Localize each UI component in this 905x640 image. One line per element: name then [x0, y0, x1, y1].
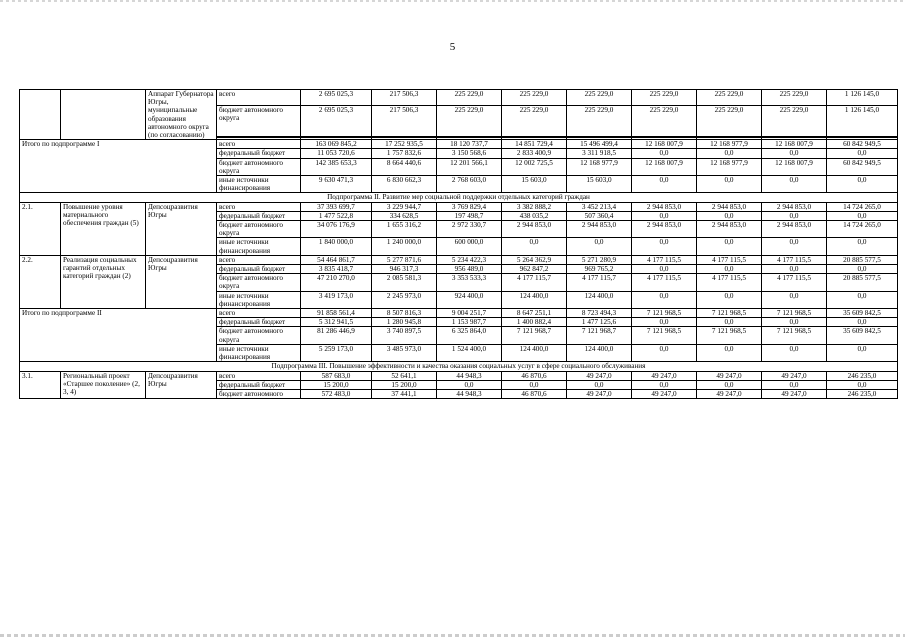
- amount-cell: 7 121 968,5: [632, 309, 697, 318]
- amount-cell: 5 259 173,0: [301, 344, 372, 361]
- amount-cell: 0,0: [632, 176, 697, 193]
- amount-cell: 217 506,3: [372, 90, 437, 106]
- amount-cell: 2 245 973,0: [372, 291, 437, 308]
- amount-cell: 124 400,0: [567, 344, 632, 361]
- amount-cell: 2 944 853,0: [762, 202, 827, 211]
- amount-cell: 3 452 213,4: [567, 202, 632, 211]
- amount-cell: 7 121 968,5: [697, 327, 762, 344]
- table-row: [20, 255, 898, 264]
- amount-cell: 37 393 699,7: [301, 202, 372, 211]
- amount-cell: 0,0: [632, 380, 697, 389]
- table-cell: всего: [217, 140, 301, 149]
- amount-cell: 1 400 882,4: [502, 318, 567, 327]
- amount-cell: 2 944 853,0: [762, 221, 827, 238]
- amount-cell: 9 004 251,7: [437, 309, 502, 318]
- table-cell: Повышение уровня материального обеспечения граждан (5): [61, 202, 146, 255]
- amount-cell: 49 247,0: [632, 389, 697, 398]
- amount-cell: 0,0: [502, 380, 567, 389]
- amount-cell: 0,0: [827, 318, 898, 327]
- table-cell: федеральный бюджет: [217, 318, 301, 327]
- amount-cell: 0,0: [697, 211, 762, 220]
- table-cell: бюджет автономного округа: [217, 158, 301, 175]
- amount-cell: 49 247,0: [762, 389, 827, 398]
- amount-cell: 924 400,0: [437, 291, 502, 308]
- amount-cell: 962 847,2: [502, 265, 567, 274]
- amount-cell: 5 271 280,9: [567, 255, 632, 264]
- table-cell: Реализация социальных гарантий отдельных категорий граждан (2): [61, 255, 146, 308]
- amount-cell: 49 247,0: [567, 371, 632, 380]
- amount-cell: 4 177 115,5: [762, 274, 827, 291]
- amount-cell: 4 177 115,5: [697, 274, 762, 291]
- page-number: 5: [449, 41, 456, 53]
- amount-cell: 2 085 581,3: [372, 274, 437, 291]
- amount-cell: 225 229,0: [632, 90, 697, 106]
- table-cell: федеральный бюджет: [217, 149, 301, 158]
- scan-edge-bottom: [0, 634, 905, 637]
- amount-cell: 0,0: [697, 318, 762, 327]
- amount-cell: 225 229,0: [437, 106, 502, 137]
- amount-cell: 49 247,0: [697, 389, 762, 398]
- amount-cell: 3 150 568,6: [437, 149, 502, 158]
- table-cell: бюджет автономного округа: [217, 221, 301, 238]
- table-row: [20, 140, 898, 149]
- amount-cell: 1 524 400,0: [437, 344, 502, 361]
- amount-cell: 35 609 842,5: [827, 327, 898, 344]
- table-cell: 2.2.: [20, 255, 61, 308]
- amount-cell: 1 280 945,8: [372, 318, 437, 327]
- amount-cell: 587 683,0: [301, 371, 372, 380]
- table-row: [20, 371, 898, 380]
- table-cell: федеральный бюджет: [217, 380, 301, 389]
- amount-cell: 8 647 251,1: [502, 309, 567, 318]
- table-cell: иные источники финансирования: [217, 344, 301, 361]
- table-cell: Депсоцразвития Югры: [146, 202, 217, 255]
- table-row: [20, 309, 898, 318]
- amount-cell: 0,0: [762, 238, 827, 255]
- amount-cell: 35 609 842,5: [827, 309, 898, 318]
- amount-cell: 217 506,3: [372, 106, 437, 137]
- amount-cell: 3 485 973,0: [372, 344, 437, 361]
- amount-cell: 4 177 115,7: [567, 274, 632, 291]
- amount-cell: 0,0: [697, 265, 762, 274]
- amount-cell: 0,0: [762, 318, 827, 327]
- amount-cell: 60 842 949,5: [827, 158, 898, 175]
- amount-cell: 47 210 270,0: [301, 274, 372, 291]
- amount-cell: 4 177 115,5: [632, 255, 697, 264]
- table-cell: Аппарат Губернатора Югры, муниципальные образования автономного округа (по согласованию): [146, 90, 217, 140]
- amount-cell: 12 168 977,9: [697, 158, 762, 175]
- amount-cell: 7 121 968,5: [632, 327, 697, 344]
- amount-cell: 8 507 816,3: [372, 309, 437, 318]
- amount-cell: 0,0: [827, 380, 898, 389]
- amount-cell: 5 264 362,9: [502, 255, 567, 264]
- table-cell: всего: [217, 90, 301, 106]
- table-cell: 2.1.: [20, 202, 61, 255]
- amount-cell: 12 168 007,9: [632, 140, 697, 149]
- amount-cell: 0,0: [632, 149, 697, 158]
- table-cell: федеральный бюджет: [217, 211, 301, 220]
- table-cell: бюджет автономного округа: [217, 106, 301, 137]
- amount-cell: 246 235,0: [827, 371, 898, 380]
- amount-cell: 49 247,0: [697, 371, 762, 380]
- table-cell: Региональный проект «Старшее поколение» (2, 3, 4): [61, 371, 146, 399]
- amount-cell: 44 948,3: [437, 389, 502, 398]
- amount-cell: 1 477 522,8: [301, 211, 372, 220]
- amount-cell: 0,0: [827, 149, 898, 158]
- amount-cell: 0,0: [632, 318, 697, 327]
- amount-cell: 1 757 832,6: [372, 149, 437, 158]
- amount-cell: 946 317,3: [372, 265, 437, 274]
- amount-cell: 4 177 115,7: [502, 274, 567, 291]
- amount-cell: 0,0: [697, 291, 762, 308]
- amount-cell: 11 053 720,6: [301, 149, 372, 158]
- amount-cell: 52 641,1: [372, 371, 437, 380]
- amount-cell: 0,0: [762, 291, 827, 308]
- amount-cell: 12 168 007,9: [762, 158, 827, 175]
- amount-cell: 0,0: [827, 176, 898, 193]
- amount-cell: 2 944 853,0: [502, 221, 567, 238]
- table-row: [20, 90, 898, 106]
- amount-cell: 438 035,2: [502, 211, 567, 220]
- amount-cell: 5 234 422,3: [437, 255, 502, 264]
- amount-cell: 3 835 418,7: [301, 265, 372, 274]
- scan-edge-top: [0, 0, 905, 2]
- table-cell: Депсоцразвития Югры: [146, 371, 217, 399]
- table-cell: иные источники финансирования: [217, 176, 301, 193]
- amount-cell: 4 177 115,5: [697, 255, 762, 264]
- amount-cell: 7 121 968,7: [502, 327, 567, 344]
- amount-cell: 2 695 025,3: [301, 90, 372, 106]
- amount-cell: 15 603,0: [567, 176, 632, 193]
- amount-cell: 0,0: [762, 149, 827, 158]
- amount-cell: 0,0: [697, 380, 762, 389]
- amount-cell: 12 168 977,9: [697, 140, 762, 149]
- amount-cell: 20 885 577,5: [827, 274, 898, 291]
- amount-cell: 1 477 125,6: [567, 318, 632, 327]
- table-cell: Итого по подпрограмме II: [20, 309, 217, 362]
- amount-cell: 15 200,0: [301, 380, 372, 389]
- amount-cell: 3 740 897,5: [372, 327, 437, 344]
- amount-cell: 3 311 918,5: [567, 149, 632, 158]
- amount-cell: 46 870,6: [502, 389, 567, 398]
- amount-cell: 20 885 577,5: [827, 255, 898, 264]
- amount-cell: 91 858 561,4: [301, 309, 372, 318]
- amount-cell: 0,0: [762, 176, 827, 193]
- amount-cell: 2 768 603,0: [437, 176, 502, 193]
- amount-cell: 2 944 853,0: [632, 202, 697, 211]
- amount-cell: 49 247,0: [632, 371, 697, 380]
- amount-cell: 6 325 864,0: [437, 327, 502, 344]
- amount-cell: 3 419 173,0: [301, 291, 372, 308]
- amount-cell: 0,0: [827, 291, 898, 308]
- amount-cell: 2 695 025,3: [301, 106, 372, 137]
- amount-cell: 1 126 145,0: [827, 106, 898, 137]
- amount-cell: 225 229,0: [502, 90, 567, 106]
- amount-cell: 225 229,0: [762, 90, 827, 106]
- amount-cell: 225 229,0: [632, 106, 697, 137]
- amount-cell: 3 382 888,2: [502, 202, 567, 211]
- amount-cell: 34 076 176,9: [301, 221, 372, 238]
- table-cell: федеральный бюджет: [217, 265, 301, 274]
- amount-cell: 0,0: [697, 344, 762, 361]
- table-row: [20, 362, 898, 371]
- table-row: [20, 193, 898, 202]
- amount-cell: 0,0: [632, 238, 697, 255]
- amount-cell: 1 840 000,0: [301, 238, 372, 255]
- amount-cell: 4 177 115,5: [632, 274, 697, 291]
- amount-cell: 1 240 000,0: [372, 238, 437, 255]
- amount-cell: 334 628,5: [372, 211, 437, 220]
- amount-cell: 0,0: [567, 238, 632, 255]
- table-cell: бюджет автономного: [217, 389, 301, 398]
- amount-cell: 2 944 853,0: [632, 221, 697, 238]
- section-header-cell: Подпрограмма III. Повышение эффективности и качества оказания социальных услуг в сфере социального обслуживания: [20, 362, 898, 371]
- amount-cell: 60 842 949,5: [827, 140, 898, 149]
- amount-cell: 3 769 829,4: [437, 202, 502, 211]
- amount-cell: 0,0: [437, 380, 502, 389]
- amount-cell: 14 851 729,4: [502, 140, 567, 149]
- amount-cell: 0,0: [762, 380, 827, 389]
- amount-cell: 225 229,0: [697, 90, 762, 106]
- amount-cell: 600 000,0: [437, 238, 502, 255]
- amount-cell: 3 229 944,7: [372, 202, 437, 211]
- amount-cell: 2 972 330,7: [437, 221, 502, 238]
- amount-cell: 0,0: [762, 344, 827, 361]
- amount-cell: 17 252 935,5: [372, 140, 437, 149]
- amount-cell: 0,0: [697, 149, 762, 158]
- amount-cell: 0,0: [632, 265, 697, 274]
- amount-cell: 3 353 533,3: [437, 274, 502, 291]
- amount-cell: 0,0: [567, 380, 632, 389]
- table-cell: иные источники финансирования: [217, 291, 301, 308]
- amount-cell: 7 121 968,5: [697, 309, 762, 318]
- amount-cell: 0,0: [762, 265, 827, 274]
- amount-cell: 44 948,3: [437, 371, 502, 380]
- table-cell: всего: [217, 371, 301, 380]
- amount-cell: 969 765,2: [567, 265, 632, 274]
- table-row: [20, 202, 898, 211]
- amount-cell: 225 229,0: [567, 90, 632, 106]
- amount-cell: 2 833 400,9: [502, 149, 567, 158]
- amount-cell: 1 655 316,2: [372, 221, 437, 238]
- amount-cell: 9 630 471,3: [301, 176, 372, 193]
- amount-cell: 2 944 853,0: [697, 221, 762, 238]
- amount-cell: 225 229,0: [697, 106, 762, 137]
- amount-cell: 0,0: [697, 176, 762, 193]
- amount-cell: 956 489,0: [437, 265, 502, 274]
- section-header-cell: Подпрограмма II. Развитие мер социальной поддержки отдельных категорий граждан: [20, 193, 898, 202]
- amount-cell: 246 235,0: [827, 389, 898, 398]
- amount-cell: 0,0: [827, 238, 898, 255]
- amount-cell: 54 464 861,7: [301, 255, 372, 264]
- amount-cell: 15 200,0: [372, 380, 437, 389]
- amount-cell: 0,0: [502, 238, 567, 255]
- amount-cell: 15 496 499,4: [567, 140, 632, 149]
- amount-cell: 4 177 115,5: [762, 255, 827, 264]
- budget-table: [19, 89, 898, 399]
- amount-cell: 6 830 662,3: [372, 176, 437, 193]
- amount-cell: 7 121 968,5: [762, 309, 827, 318]
- table-cell: Итого по подпрограмме I: [20, 140, 217, 193]
- amount-cell: 142 385 653,3: [301, 158, 372, 175]
- amount-cell: 5 277 871,6: [372, 255, 437, 264]
- amount-cell: 0,0: [827, 344, 898, 361]
- amount-cell: 37 441,1: [372, 389, 437, 398]
- table-cell: всего: [217, 309, 301, 318]
- amount-cell: 18 120 737,7: [437, 140, 502, 149]
- amount-cell: 49 247,0: [567, 389, 632, 398]
- amount-cell: 507 360,4: [567, 211, 632, 220]
- amount-cell: 124 400,0: [567, 291, 632, 308]
- amount-cell: 12 168 007,9: [632, 158, 697, 175]
- amount-cell: 2 944 853,0: [567, 221, 632, 238]
- amount-cell: 8 723 494,3: [567, 309, 632, 318]
- amount-cell: 14 724 265,0: [827, 221, 898, 238]
- amount-cell: 8 664 440,6: [372, 158, 437, 175]
- table-cell: бюджет автономного округа: [217, 327, 301, 344]
- amount-cell: 46 870,6: [502, 371, 567, 380]
- amount-cell: 197 498,7: [437, 211, 502, 220]
- table-cell: бюджет автономного округа: [217, 274, 301, 291]
- amount-cell: 0,0: [632, 211, 697, 220]
- amount-cell: 225 229,0: [502, 106, 567, 137]
- amount-cell: 7 121 968,5: [762, 327, 827, 344]
- amount-cell: 1 153 987,7: [437, 318, 502, 327]
- amount-cell: 14 724 265,0: [827, 202, 898, 211]
- amount-cell: 225 229,0: [567, 106, 632, 137]
- amount-cell: 124 400,0: [502, 344, 567, 361]
- amount-cell: 0,0: [827, 265, 898, 274]
- table-cell: Депсоцразвития Югры: [146, 255, 217, 308]
- amount-cell: 81 286 446,9: [301, 327, 372, 344]
- amount-cell: 1 126 145,0: [827, 90, 898, 106]
- amount-cell: 163 069 845,2: [301, 140, 372, 149]
- amount-cell: 572 483,0: [301, 389, 372, 398]
- amount-cell: 0,0: [632, 291, 697, 308]
- amount-cell: 12 002 725,5: [502, 158, 567, 175]
- amount-cell: 12 201 566,1: [437, 158, 502, 175]
- table-cell: [61, 90, 146, 140]
- amount-cell: 0,0: [632, 344, 697, 361]
- table-cell: иные источники финансирования: [217, 238, 301, 255]
- amount-cell: 5 312 941,5: [301, 318, 372, 327]
- amount-cell: 0,0: [762, 211, 827, 220]
- amount-cell: 225 229,0: [437, 90, 502, 106]
- amount-cell: 225 229,0: [762, 106, 827, 137]
- amount-cell: 124 400,0: [502, 291, 567, 308]
- amount-cell: 15 603,0: [502, 176, 567, 193]
- table-cell: [20, 90, 61, 140]
- amount-cell: 12 168 007,9: [762, 140, 827, 149]
- amount-cell: 7 121 968,7: [567, 327, 632, 344]
- amount-cell: 49 247,0: [762, 371, 827, 380]
- amount-cell: 2 944 853,0: [697, 202, 762, 211]
- table-cell: 3.1.: [20, 371, 61, 399]
- amount-cell: 12 168 977,9: [567, 158, 632, 175]
- table-cell: всего: [217, 202, 301, 211]
- amount-cell: 0,0: [827, 211, 898, 220]
- amount-cell: 0,0: [697, 238, 762, 255]
- table-cell: всего: [217, 255, 301, 264]
